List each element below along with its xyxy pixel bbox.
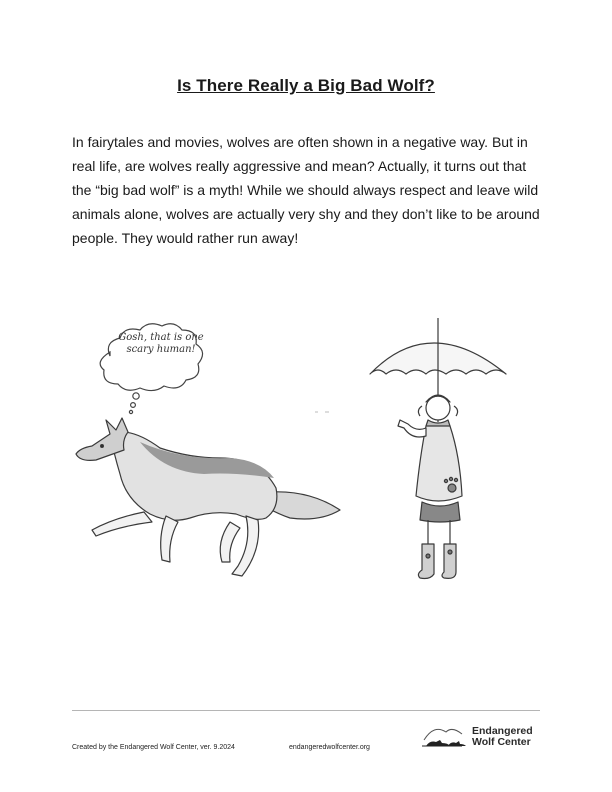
- thought-bubble-text: Gosh, that is one scary human!: [118, 332, 204, 355]
- logo-line-1: Endangered: [472, 725, 533, 737]
- footer-website[interactable]: endangeredwolfcenter.org: [289, 744, 370, 751]
- logo-wordmark: [472, 726, 533, 748]
- logo-line-2: Wolf Center: [472, 736, 531, 748]
- girl-with-umbrella-drawing: [370, 318, 506, 579]
- footer-divider: [72, 710, 540, 711]
- wolf-and-girl-illustration: [70, 316, 540, 606]
- wolf-drawing: [76, 418, 340, 576]
- intro-paragraph: In fairytales and movies, wolves are often shown in a negative way. But in real life, are wolves really aggressive and mean? Actually, it turns out that the “big bad wolf” is a myth! While we should always respect and leave wild animals alone, wolves are actually very shy and they don’t like to be around people. They would rather run away!: [72, 134, 540, 246]
- footer-credit: Created by the Endangered Wolf Center, ver. 9.2024: [72, 744, 235, 751]
- page-title: Is There Really a Big Bad Wolf?: [177, 76, 435, 95]
